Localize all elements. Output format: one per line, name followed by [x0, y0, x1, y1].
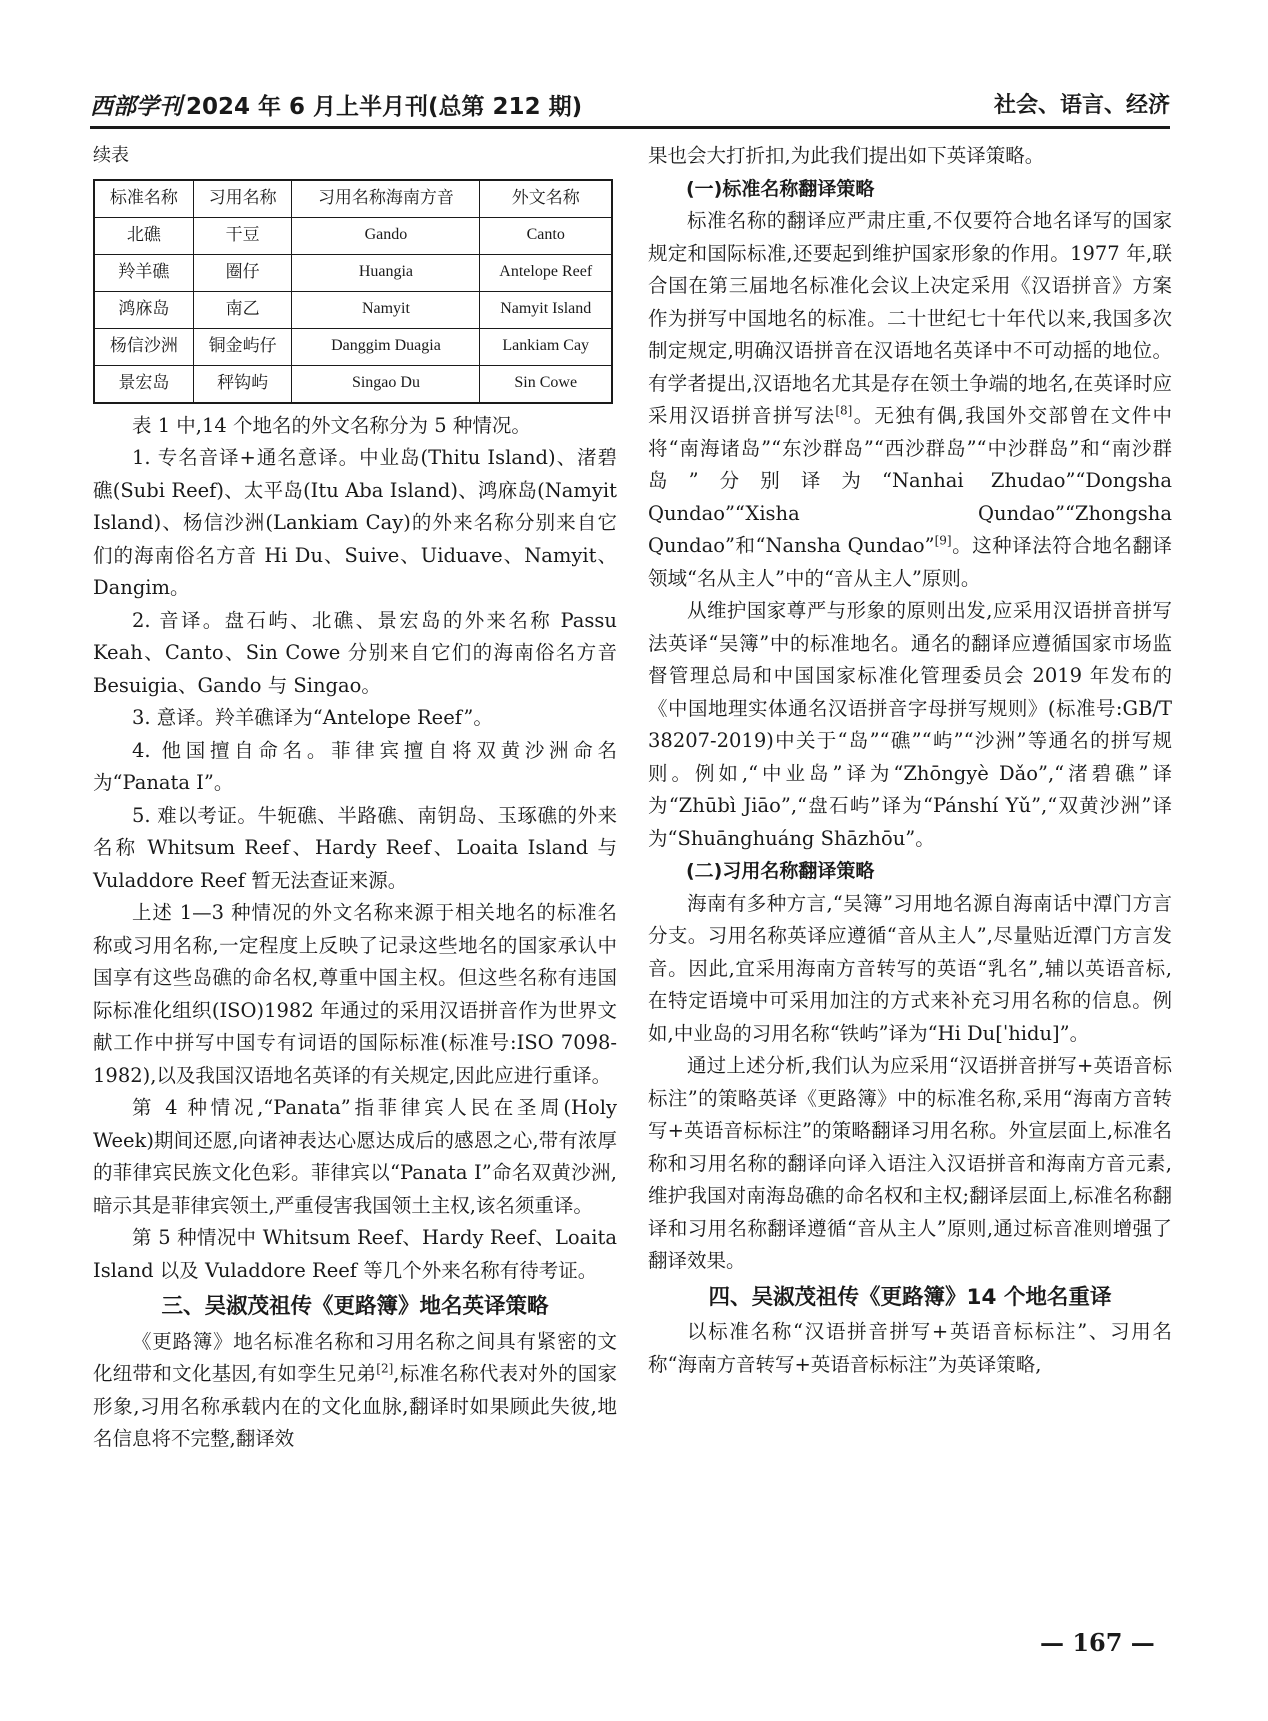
- paragraph: 1. 专名音译+通名意译。中业岛(Thitu Island)、渚碧礁(Subi Reef)、太平岛(Itu Aba Island)、鸿庥岛(Namyit Island)、杨信沙洲(Lankiam Cay)的外来名称分别来自它们的海南俗名方音 Hi Du、Suive、Uiduave、Namyit、Dangim。: [93, 446, 617, 599]
- table-row: [94, 328, 612, 365]
- citation-ref: [8]: [835, 403, 853, 418]
- issue-info: 2024 年 6 月上半月刊(总第 212 期): [186, 94, 583, 120]
- table-cell: 杨信沙洲: [94, 328, 193, 365]
- table-header-cell: 习用名称海南方音: [292, 180, 480, 218]
- paragraph: 2. 音译。盘石屿、北礁、景宏岛的外来名称 Passu Keah、Canto、Sin Cowe 分别来自它们的海南俗名方音 Besuigia、Gando 与 Singao。: [93, 608, 617, 697]
- paragraph: 上述 1—3 种情况的外文名称来源于相关地名的标准名称或习用名称,一定程度上反映了记录这些地名的国家承认中国享有这些岛礁的命名权,尊重中国主权。但这些名称有违国际标准化组织(ISO)1982 年通过的采用汉语拼音作为世界文献工作中拼写中国专有词语的国际标准(标准号:ISO 7098-1982),以及我国汉语地名英译的有关规定,因此应进行重译。: [93, 901, 617, 1087]
- section-heading: 三、吴淑茂祖传《更路簿》地名英译策略: [161, 1294, 549, 1319]
- table-cell: Gando: [292, 217, 480, 254]
- page-number: — 167 —: [1040, 1628, 1155, 1657]
- table-row: [94, 291, 612, 328]
- paragraph: 3. 意译。羚羊礁译为“Antelope Reef”。: [132, 706, 493, 729]
- table-cell: Huangia: [292, 254, 480, 291]
- paragraph-text: ,标准名称代表对外的国家形象,习用名称承载内在的文化血脉,翻译时如果顾此失彼,地名信息将不完整,翻译效: [93, 1362, 617, 1450]
- table-row: [94, 365, 612, 403]
- table-cell: Namyit: [292, 291, 480, 328]
- paragraph: 表 1 中,14 个地名的外文名称分为 5 种情况。: [132, 413, 531, 437]
- table-header-cell: 标准名称: [94, 180, 193, 218]
- table-cell: 鸿庥岛: [94, 291, 193, 328]
- paragraph: 第 4 种情况,“Panata”指菲律宾人民在圣周(Holy Week)期间还愿,向诸神表达心愿达成后的感恩之心,带有浓厚的菲律宾民族文化色彩。菲律宾以“Panata I”命名双黄沙洲,暗示其是菲律宾领土,严重侵害我国领土主权,该名须重译。: [93, 1096, 617, 1217]
- paragraph-text: 标准名称的翻译应严肃庄重,不仅要符合地名译写的国家规定和国际标准,还要起到维护国家形象的作用。1977 年,联合国在第三届地名标准化会议上决定采用《汉语拼音》方案作为拼写中国地名的标准。二十世纪七十年代以来,我国多次制定规定,明确汉语拼音在汉语地名英译中不可动摇的地位。有学者提出,汉语地名尤其是存在领土争端的地名,在英译时应采用汉语拼音拼写法: [648, 209, 1172, 427]
- table-header-row: [94, 180, 612, 218]
- table-header-cell: 习用名称: [193, 180, 292, 218]
- right-column: [648, 140, 1172, 1381]
- table-cell: 景宏岛: [94, 365, 193, 403]
- header-rule: [90, 126, 1170, 129]
- table-cell: 南乙: [193, 291, 292, 328]
- citation-ref: [2]: [376, 1361, 394, 1376]
- table-cell: Canto: [480, 217, 612, 254]
- table-cell: Namyit Island: [480, 291, 612, 328]
- paragraph: [93, 1326, 617, 1456]
- paragraph: 4. 他国擅自命名。菲律宾擅自将双黄沙洲命名为“Panata I”。: [93, 738, 617, 794]
- section-title: 社会、语言、经济: [993, 93, 1170, 118]
- paragraph: 果也会大打折扣,为此我们提出如下英译策略。: [648, 144, 1045, 167]
- paragraph: 第 5 种情况中 Whitsum Reef、Hardy Reef、Loaita Island 以及 Vuladdore Reef 等几个外来名称有待考证。: [93, 1226, 617, 1282]
- subsection-heading: (二)习用名称翻译策略: [686, 860, 875, 882]
- left-column: [93, 140, 617, 1456]
- table-cell: Lankiam Cay: [480, 328, 612, 365]
- paragraph-text: 《更路簿》地名标准名称和习用名称之间具有紧密的文化纽带和文化基因,有如孪生兄弟: [93, 1329, 617, 1385]
- table-cell: 羚羊礁: [94, 254, 193, 291]
- place-name-table: [93, 179, 613, 404]
- table-cell: 北礁: [94, 217, 193, 254]
- subsection-heading: (一)标准名称翻译策略: [686, 177, 875, 200]
- paragraph-text: 。无独有偶,我国外交部曾在文件中将“南海诸岛”“东沙群岛”“西沙群岛”“中沙群岛”和“南沙群岛”分别译为“Nanhai Zhudao”“Dongsha Qundao”“Xisha Qundao”“Zhongsha Qundao”和“Nansha Qundao”: [648, 404, 1172, 557]
- table-cell: Danggim Duagia: [292, 328, 480, 365]
- paragraph-text: 。这种译法符合地名翻译领域“名从主人”中的“音从主人”原则。: [648, 534, 1172, 590]
- journal-header: [90, 88, 582, 121]
- paragraph: 以标准名称“汉语拼音拼写+英语音标标注”、习用名称“海南方音转写+英语音标标注”为英译策略,: [648, 1320, 1172, 1376]
- table-caption: 续表: [93, 145, 129, 166]
- paragraph: 海南有多种方言,“吴簿”习用地名源自海南话中潭门方言分支。习用名称英译应遵循“音从主人”,尽量贴近潭门方言发音。因此,宜采用海南方音转写的英语“乳名”,辅以英语音标,在特定语境中可采用加注的方式来补充习用名称的信息。例如,中业岛的习用名称“铁屿”译为“Hi Du[ˈhidu]”。: [648, 891, 1172, 1045]
- table-cell: Antelope Reef: [480, 254, 612, 291]
- table-cell: 铜金屿仔: [193, 328, 292, 365]
- section-heading: 四、吴淑茂祖传《更路簿》14 个地名重译: [708, 1284, 1112, 1310]
- table-cell: 圈仔: [193, 254, 292, 291]
- paragraph: [648, 205, 1172, 595]
- paragraph: 通过上述分析,我们认为应采用“汉语拼音拼写+英语音标标注”的策略英译《更路簿》中的标准名称,采用“海南方音转写+英语音标标注”的策略翻译习用名称。外宣层面上,标准名称和习用名称的翻译向译入语注入汉语拼音和海南方音元素,维护我国对南海岛礁的命名权和主权;翻译层面上,标准名称翻译和习用名称翻译遵循“音从主人”原则,通过标音准则增强了翻译效果。: [648, 1054, 1172, 1272]
- paragraph: 从维护国家尊严与形象的原则出发,应采用汉语拼音拼写法英译“吴簿”中的标准地名。通名的翻译应遵循国家市场监督管理总局和中国国家标准化管理委员会 2019 年发布的《中国地理实体通名汉语拼音字母拼写规则》(标准号:GB/T 38207-2019)中关于“岛”“礁”“屿”“沙洲”等通名的拼写规则。例如,“中业岛”译为“Zhōngyè Dǎo”,“渚碧礁”译为“Zhūbì Jiāo”,“盘石屿”译为“Pánshí Yǔ”,“双黄沙洲”译为“Shuānghuáng Shāzhōu”。: [648, 599, 1172, 850]
- paragraph: 5. 难以考证。牛轭礁、半路礁、南钥岛、玉琢礁的外来名称 Whitsum Reef、Hardy Reef、Loaita Island 与 Vuladdore Reef 暂无法查证来源。: [93, 803, 617, 892]
- table-cell: Singao Du: [292, 365, 480, 403]
- table-cell: 干豆: [193, 217, 292, 254]
- page-header: [90, 84, 1170, 124]
- journal-logo: 西部学刊: [90, 93, 182, 120]
- table-cell: Sin Cowe: [480, 365, 612, 403]
- table-header-cell: 外文名称: [480, 180, 612, 218]
- table-row: [94, 217, 612, 254]
- table-cell: 秤钩屿: [193, 365, 292, 403]
- table-row: [94, 254, 612, 291]
- citation-ref: [9]: [934, 533, 952, 548]
